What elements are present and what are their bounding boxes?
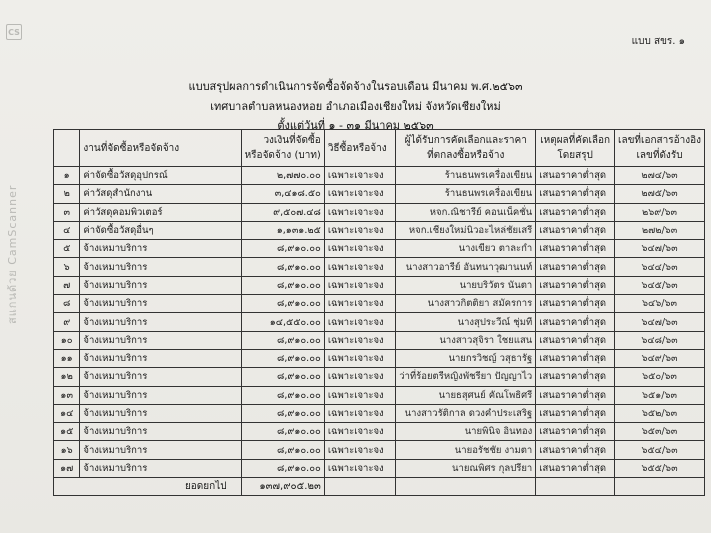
reference-number: ๖๕๓/๖๓	[615, 423, 705, 441]
row-number: ๑๓	[54, 386, 80, 404]
row-number: ๗	[54, 276, 80, 294]
budget-amount: ๙,๕๐๗.๔๘	[241, 203, 324, 221]
procurement-method: เฉพาะเจาะจง	[324, 276, 395, 294]
selection-reason: เสนอราคาต่ำสุด	[536, 240, 615, 258]
total-row	[54, 478, 705, 496]
selected-vendor: นางสาวอารีย์ อันทนาวุฒานนท์	[396, 258, 536, 276]
item-name: จ้างเหมาบริการ	[80, 331, 241, 349]
row-number: ๘	[54, 295, 80, 313]
header-reason-l2: โดยสรุป	[557, 150, 593, 161]
table-row	[54, 295, 705, 313]
selection-reason: เสนอราคาต่ำสุด	[536, 221, 615, 239]
table-row	[54, 404, 705, 422]
organization-line: เทศบาลตำบลหนองหอย อำเภอเมืองเชียงใหม่ จังหวัดเชียงใหม่	[210, 100, 501, 113]
row-number: ๑๒	[54, 368, 80, 386]
budget-amount: ๓,๔๑๘.๕๐	[241, 185, 324, 203]
table-row	[54, 221, 705, 239]
procurement-method: เฉพาะเจาะจง	[324, 368, 395, 386]
row-number: ๑๑	[54, 349, 80, 367]
procurement-method: เฉพาะเจาะจง	[324, 441, 395, 459]
row-number: ๔	[54, 221, 80, 239]
budget-amount: ๘,๙๑๐.๐๐	[241, 276, 324, 294]
table-body	[54, 167, 705, 478]
budget-amount: ๘,๙๑๐.๐๐	[241, 349, 324, 367]
selected-vendor: ร้านธนพรเครื่องเขียน	[396, 167, 536, 185]
budget-amount: ๘,๙๑๐.๐๐	[241, 258, 324, 276]
scanner-watermark: สแกนด้วย CamScanner	[6, 184, 19, 324]
selected-vendor: หจก.ณิชารีย์ คอนเน็คชั่น	[396, 203, 536, 221]
item-name: ค่าจัดซื้อวัสดุอื่นๆ	[80, 221, 241, 239]
total-empty-reason	[536, 478, 615, 496]
budget-amount: ๘,๙๑๐.๐๐	[241, 331, 324, 349]
reference-number: ๒๗๕/๖๓	[615, 185, 705, 203]
procurement-method: เฉพาะเจาะจง	[324, 221, 395, 239]
header-reason-l1: เหตุผลที่คัดเลือก	[540, 135, 611, 146]
table-row	[54, 167, 705, 185]
selected-vendor: นายอรัชชัย งามตา	[396, 441, 536, 459]
reference-number: ๒๗๒/๖๓	[615, 221, 705, 239]
header-item-label: งานที่จัดซื้อหรือจัดจ้าง	[83, 142, 180, 154]
reference-number: ๖๔๔/๖๓	[615, 258, 705, 276]
total-label: ยอดยกไป	[54, 478, 242, 496]
header-winner-l1: ผู้ได้รับการคัดเลือกและราคา	[404, 135, 527, 146]
budget-amount: ๒,๗๗๐.๐๐	[241, 167, 324, 185]
row-number: ๑	[54, 167, 80, 185]
procurement-method: เฉพาะเจาะจง	[324, 459, 395, 477]
item-name: ค่าวัสดุคอมพิวเตอร์	[80, 203, 241, 221]
reference-number: ๖๔๗/๖๓	[615, 240, 705, 258]
period-line: ตั้งแต่วันที่ ๑ - ๓๑ มีนาคม ๒๕๖๓	[277, 119, 434, 132]
item-name: จ้างเหมาบริการ	[80, 258, 241, 276]
selected-vendor: นายกรวิชญ์ วสุธารัฐ	[396, 349, 536, 367]
reference-number: ๖๕๑/๖๓	[615, 386, 705, 404]
header-budget	[241, 130, 324, 167]
header-ref-l2: เลขที่ดังรับ	[636, 150, 683, 161]
procurement-method: เฉพาะเจาะจง	[324, 404, 395, 422]
item-name: จ้างเหมาบริการ	[80, 459, 241, 477]
procurement-method: เฉพาะเจาะจง	[324, 240, 395, 258]
reference-number: ๖๔๖/๖๓	[615, 295, 705, 313]
table-row	[54, 185, 705, 203]
table-row	[54, 331, 705, 349]
item-name: จ้างเหมาบริการ	[80, 441, 241, 459]
header-no	[54, 130, 80, 167]
selected-vendor: นางสาวสุจิรา ใชยแสน	[396, 331, 536, 349]
budget-amount: ๑๔,๕๕๐.๐๐	[241, 313, 324, 331]
total-value: ๑๓๗,๙๐๕.๒๓	[241, 478, 324, 496]
selection-reason: เสนอราคาต่ำสุด	[536, 349, 615, 367]
selection-reason: เสนอราคาต่ำสุด	[536, 386, 615, 404]
header-item	[80, 130, 241, 167]
budget-amount: ๘,๙๑๐.๐๐	[241, 386, 324, 404]
selected-vendor: นายธสุศนย์ คัณโพธิศรี	[396, 386, 536, 404]
header-ref	[615, 130, 705, 167]
table-row	[54, 368, 705, 386]
table-row	[54, 423, 705, 441]
procurement-method: เฉพาะเจาะจง	[324, 349, 395, 367]
procurement-method: เฉพาะเจาะจง	[324, 386, 395, 404]
selected-vendor: นายพินิจ อินทอง	[396, 423, 536, 441]
procurement-method: เฉพาะเจาะจง	[324, 185, 395, 203]
selection-reason: เสนอราคาต่ำสุด	[536, 258, 615, 276]
selection-reason: เสนอราคาต่ำสุด	[536, 185, 615, 203]
budget-amount: ๘,๙๑๐.๐๐	[241, 295, 324, 313]
selection-reason: เสนอราคาต่ำสุด	[536, 295, 615, 313]
header-winner	[396, 130, 536, 167]
procurement-method: เฉพาะเจาะจง	[324, 167, 395, 185]
item-name: ค่าจัดซื้อวัสดุอุปกรณ์	[80, 167, 241, 185]
selection-reason: เสนอราคาต่ำสุด	[536, 276, 615, 294]
reference-number: ๖๕๐/๖๓	[615, 368, 705, 386]
selection-reason: เสนอราคาต่ำสุด	[536, 404, 615, 422]
form-code: แบบ สขร. ๑	[631, 36, 685, 47]
procurement-method: เฉพาะเจาะจง	[324, 331, 395, 349]
table-row	[54, 349, 705, 367]
row-number: ๓	[54, 203, 80, 221]
table-row	[54, 240, 705, 258]
table-row	[54, 386, 705, 404]
selected-vendor: นางสาวกิตติยา สมัครการ	[396, 295, 536, 313]
table-row	[54, 441, 705, 459]
selection-reason: เสนอราคาต่ำสุด	[536, 313, 615, 331]
selected-vendor: ว่าที่ร้อยตรีหญิงพัชรียา ปัญญาไว	[396, 368, 536, 386]
table-row	[54, 276, 705, 294]
selection-reason: เสนอราคาต่ำสุด	[536, 203, 615, 221]
header-method-label: วิธีซื้อหรือจ้าง	[327, 142, 387, 154]
total-empty-ref	[615, 478, 705, 496]
header-ref-l1: เลขที่เอกสารอ้างอิง	[618, 135, 701, 146]
document-title: แบบสรุปผลการดำเนินการจัดซื้อจัดจ้างในรอบเดือน มีนาคม พ.ศ.๒๕๖๓	[188, 80, 523, 93]
row-number: ๕	[54, 240, 80, 258]
budget-amount: ๑,๑๓๑.๒๕	[241, 221, 324, 239]
row-number: ๑๕	[54, 423, 80, 441]
budget-amount: ๘,๙๑๐.๐๐	[241, 368, 324, 386]
reference-number: ๖๔๘/๖๓	[615, 331, 705, 349]
table-row	[54, 258, 705, 276]
budget-amount: ๘,๙๑๐.๐๐	[241, 423, 324, 441]
reference-number: ๖๔๙/๖๓	[615, 349, 705, 367]
row-number: ๑๖	[54, 441, 80, 459]
table-row	[54, 459, 705, 477]
selected-vendor: ร้านธนพรเครื่องเขียน	[396, 185, 536, 203]
reference-number: ๖๔๕/๖๓	[615, 276, 705, 294]
item-name: จ้างเหมาบริการ	[80, 386, 241, 404]
item-name: จ้างเหมาบริการ	[80, 313, 241, 331]
table-header-row	[54, 130, 705, 167]
budget-amount: ๘,๙๑๐.๐๐	[241, 441, 324, 459]
selection-reason: เสนอราคาต่ำสุด	[536, 167, 615, 185]
row-number: ๑๐	[54, 331, 80, 349]
item-name: ค่าวัสดุสำนักงาน	[80, 185, 241, 203]
selected-vendor: หจก.เชียงใหม่นิวอะไหล่ชัยเสรี	[396, 221, 536, 239]
selection-reason: เสนอราคาต่ำสุด	[536, 441, 615, 459]
item-name: จ้างเหมาบริการ	[80, 349, 241, 367]
reference-number: ๖๕๕/๖๓	[615, 459, 705, 477]
header-reason	[536, 130, 615, 167]
procurement-method: เฉพาะเจาะจง	[324, 423, 395, 441]
selection-reason: เสนอราคาต่ำสุด	[536, 423, 615, 441]
selected-vendor: นายบริวัตร นันตา	[396, 276, 536, 294]
row-number: ๖	[54, 258, 80, 276]
table-row	[54, 203, 705, 221]
row-number: ๑๗	[54, 459, 80, 477]
reference-number: ๖๕๔/๖๓	[615, 441, 705, 459]
procurement-method: เฉพาะเจาะจง	[324, 203, 395, 221]
row-number: ๒	[54, 185, 80, 203]
header-budget-l1: วงเงินที่จัดซื้อ	[263, 135, 321, 146]
header-method	[324, 130, 395, 167]
selected-vendor: นางสุประวีณ์ ชุ่มที	[396, 313, 536, 331]
item-name: จ้างเหมาบริการ	[80, 240, 241, 258]
selected-vendor: นางสาวรัติกาล ดวงคำประเสริฐ	[396, 404, 536, 422]
reference-number: ๒๗๔/๖๓	[615, 167, 705, 185]
budget-amount: ๘,๙๑๐.๐๐	[241, 240, 324, 258]
selection-reason: เสนอราคาต่ำสุด	[536, 459, 615, 477]
selected-vendor: นางเขียว ตาละกำ	[396, 240, 536, 258]
item-name: จ้างเหมาบริการ	[80, 423, 241, 441]
header-winner-l2: ที่ตกลงซื้อหรือจ้าง	[427, 150, 505, 161]
reference-number: ๖๔๗/๖๓	[615, 313, 705, 331]
row-number: ๙	[54, 313, 80, 331]
header-budget-l2: หรือจัดจ้าง (บาท)	[244, 150, 321, 161]
item-name: จ้างเหมาบริการ	[80, 295, 241, 313]
procurement-method: เฉพาะเจาะจง	[324, 258, 395, 276]
procurement-table	[53, 129, 705, 496]
table-row	[54, 313, 705, 331]
selection-reason: เสนอราคาต่ำสุด	[536, 331, 615, 349]
procurement-method: เฉพาะเจาะจง	[324, 295, 395, 313]
item-name: จ้างเหมาบริการ	[80, 368, 241, 386]
budget-amount: ๘,๙๑๐.๐๐	[241, 459, 324, 477]
item-name: จ้างเหมาบริการ	[80, 276, 241, 294]
total-empty-winner	[396, 478, 536, 496]
selection-reason: เสนอราคาต่ำสุด	[536, 368, 615, 386]
item-name: จ้างเหมาบริการ	[80, 404, 241, 422]
row-number: ๑๔	[54, 404, 80, 422]
selected-vendor: นายณพิศร กุลปรียา	[396, 459, 536, 477]
procurement-method: เฉพาะเจาะจง	[324, 313, 395, 331]
reference-number: ๖๕๒/๖๓	[615, 404, 705, 422]
budget-amount: ๘,๙๑๐.๐๐	[241, 404, 324, 422]
reference-number: ๒๖๙/๖๓	[615, 203, 705, 221]
total-empty-method	[324, 478, 395, 496]
camscanner-logo: CS	[6, 24, 22, 40]
